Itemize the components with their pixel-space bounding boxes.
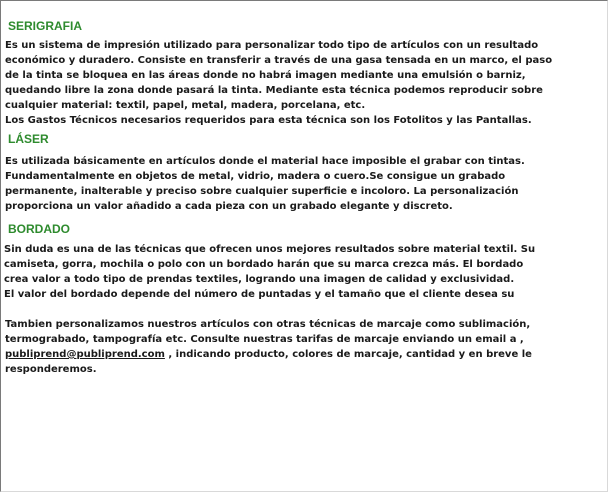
contact-text [5, 317, 532, 377]
laser-text [5, 154, 525, 214]
contact-line: responderemos. [5, 364, 97, 375]
laser-line: proporciona un valor añadido a cada pieza con un grabado elegante y discreto. [5, 201, 453, 212]
contact-line: termograbado, tampografía etc. Consulte nuestras tarifas de marcaje enviando un email a , [5, 334, 524, 345]
serigrafia-line: quedando libre la zona donde pasará la tinta. Mediante esta técnica podemos reproducir sobre [5, 85, 543, 96]
serigrafia-line: Es un sistema de impresión utilizado para personalizar todo tipo de artículos con un resultado [5, 40, 539, 51]
bordado-line: crea valor a todo tipo de prendas textiles, logrando una imagen de calidad y exclusividad. [4, 274, 515, 285]
bordado-text [4, 242, 535, 302]
bordado-title: BORDADO [8, 222, 70, 236]
serigrafia-text [5, 38, 552, 128]
bordado-line: camiseta, gorra, mochila o polo con un bordado harán que su marca crezca más. El bordado [4, 259, 524, 270]
serigrafia-line: cualquier material: textil, papel, metal, madera, porcelana, etc. [5, 100, 366, 111]
serigrafia-line: de la tinta se bloquea en las áreas donde no habrá imagen mediante una emulsión o barniz, [5, 70, 526, 81]
bordado-line: El valor del bordado depende del número de puntadas y el tamaño que el cliente desea su [4, 289, 515, 300]
contact-line-tail: , indicando producto, colores de marcaje, cantidad y en breve le [164, 349, 532, 360]
email-link[interactable]: publiprend@publiprend.com [5, 349, 165, 360]
contact-line: Tambien personalizamos nuestros artículos con otras técnicas de marcaje como sublimación, [5, 319, 531, 330]
serigrafia-line: Los Gastos Técnicos necesarios requeridos para esta técnica son los Fotolitos y las Pantallas. [5, 115, 532, 126]
laser-line: Es utilizada básicamente en artículos donde el material hace imposible el grabar con tintas. [5, 156, 525, 167]
laser-title: LÁSER [8, 132, 49, 146]
serigrafia-title: SERIGRAFIA [8, 19, 83, 33]
contact-line [5, 347, 532, 362]
serigrafia-line: económico y duradero. Consiste en transferir a través de una gasa tensada en un marco, el paso [5, 55, 553, 66]
laser-line: permanente, inalterable y preciso sobre cualquier superficie e incoloro. La personalización [5, 186, 519, 197]
bordado-line: Sin duda es una de las técnicas que ofrecen unos mejores resultados sobre material textil. Su [4, 244, 536, 255]
laser-line: Fundamentalmente en objetos de metal, vidrio, madera o cuero.Se consigue un grabado [5, 171, 506, 182]
